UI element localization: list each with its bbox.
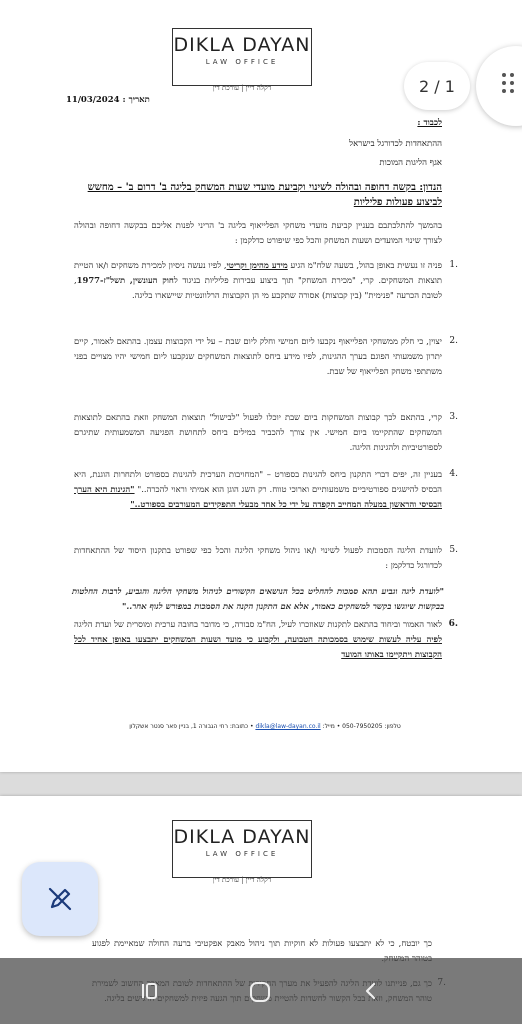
- email-link[interactable]: dikla@law-dayan.co.il: [255, 723, 321, 730]
- edit-button[interactable]: [22, 862, 98, 936]
- paragraph-3: .3 קרי, בהתאם לכך קבוצות המשחקות ביום שבת יוכלו לפעול "לבישול" תוצאות המשחק וזאת בהתאם לתוצאות המשחקים שהתקיימו ביום חמישי. אין צורך להכביר במילים ביחס לתחושת הפגיעה המשמעותית שתיגרם לספורטיביות ולהגינות הליגה.: [74, 412, 458, 452]
- logo-hebrew-caption-page-2: דקלה דיין | עורכת דין: [212, 876, 272, 884]
- intro-paragraph: בהמשך להתלכתבם בעניין קביעת מועדי משחקי הפלייאוף בליגה ב' הריני לפנות אליכם בבקשה דחופה ובהולה לצורך שינוי המועדים ושעות המשחק והכל כפי שיפורט כדלקמן :: [74, 220, 442, 245]
- recipient-line-2: אגף הליגות המוכות: [379, 158, 442, 168]
- paragraph-6: .6 לאור האמור וביחוד בהתאם לתקנות שאוזכרו לעיל, הח"מ סבורה, כי מדובר בחובה ערכית ומוסרית של ועדת הליגה לפיה עליה לעשות שימוש בסמכותה הטבועה, ולקבוע כי מועד ושעות המשחקים יתבצעו באופן אחיד לכל הקבוצות ויתקיימו באותו המועד: [74, 619, 458, 659]
- system-navigation-bar: [0, 958, 522, 1024]
- letter-date: תאריך : 11/03/2024: [66, 95, 150, 105]
- paragraph-1: .1 פניה זו נעשית באופן בהול, בשעה שלח"מ הגיע מידע מהימן וקריטי, לפיו נעשה ניסיון למכירת משחקים ו/או הטיית תוצאות המשחקים. קרי, "מכירת המשחק" תוך ביצוע עבירות פליליות בניגוד לחוק העונשין, תשל"ז-1977, לטובת הכרעה "פנימית" (בין קבוצות) אסורה שתקבע מי הן הקבוצות הרלוונטיות שיישארו בליגה.: [74, 260, 458, 300]
- letter-footer: טלפון: 050-7950205 • מייל: dikla@law-dayan.co.il • כתובת: רחי הגבורה 1, בניין פאר סנטר אשקלון: [129, 723, 401, 730]
- recent-apps-icon[interactable]: [138, 980, 160, 1002]
- paragraph-4: .4 בעניין זה, יפים דברי התקנון ביחס להגינות בספורט – "המחויבות הערכית להגינות בספורט ולתחרות הוגנת, היא הבסיס להישגים ספורטיביים משמעותיים וארוכי טווח. רק השג הוגן הוא אמיתי וראוי להכרה.." "הגינות היא הערך הבסיסי והראשון במעלה המחייב הקפדה על ידי כל אחד מבעלי התפקידים המעורבים בספורט..": [74, 469, 458, 509]
- grid-dots-icon: [502, 73, 518, 97]
- law-office-logo: DIKLA DAYAN LAW OFFICE: [172, 28, 312, 86]
- back-icon[interactable]: [360, 980, 382, 1002]
- home-icon[interactable]: [248, 980, 272, 1004]
- page2-paragraph-top: כך יובטח, כי לא יתבצעו פעולות לא חוקיות תוך ניהול מאבק אפקטיבי ברעה החולה שמאיימת לפגוע: [92, 938, 432, 948]
- letter-subject: הנדון: בקשה דחופה ובהולה לשינוי וקביעת מועדי שעות המשחק בליגה ב' דרום ב' – מחשש לביצוע פעולות פליליות: [87, 182, 442, 208]
- paragraph-5: .5 לוועדת הליגה הסמכות לפעול לשינוי ו/או ניהול משחקי הליגה והכל כפי שפורט בתקנון היסוד של ההתאחדות לכדורגל כדלקמן :: [74, 545, 458, 570]
- regulation-quote: "לועדת ליגה וגביע תהא סמכות להחליט בכל הנושאים הקשורים לניהול משחקי הליגה והגביע, לרבות החלטות בבקשות שיוגשו בקשר למשחקים כאמור, אלא אם התקנון הקנה את הסמכות במפורש לגוף אחר..": [72, 586, 444, 611]
- page-counter[interactable]: 2 / 1: [404, 62, 470, 110]
- law-office-logo-page-2: DIKLA DAYAN LAW OFFICE: [172, 820, 312, 878]
- recipient-line-1: ההתאחדות לכדורגל בישראל: [349, 139, 442, 149]
- logo-hebrew-caption: דקלה דיין | עורכת דין: [212, 84, 272, 92]
- edit-pen-icon: [45, 884, 75, 914]
- paragraph-2: .2 יצוין, כי חלק ממשחקי הפלייאוף נקבעו ליום חמישי וחלק ליום שבת – על ידי הקבוצות עצמן. בהתאם לאמור, קיים יתרון משמעותי הפוגם בערך ההגינות, לפיו מידע ביחס לתוצאות המשחקים שנקבעו ליום חמישי יהיו מצויים בפני משתתפי משחק הפלייאוף של שבת.: [74, 336, 458, 376]
- to-label: לכבוד :: [417, 118, 442, 128]
